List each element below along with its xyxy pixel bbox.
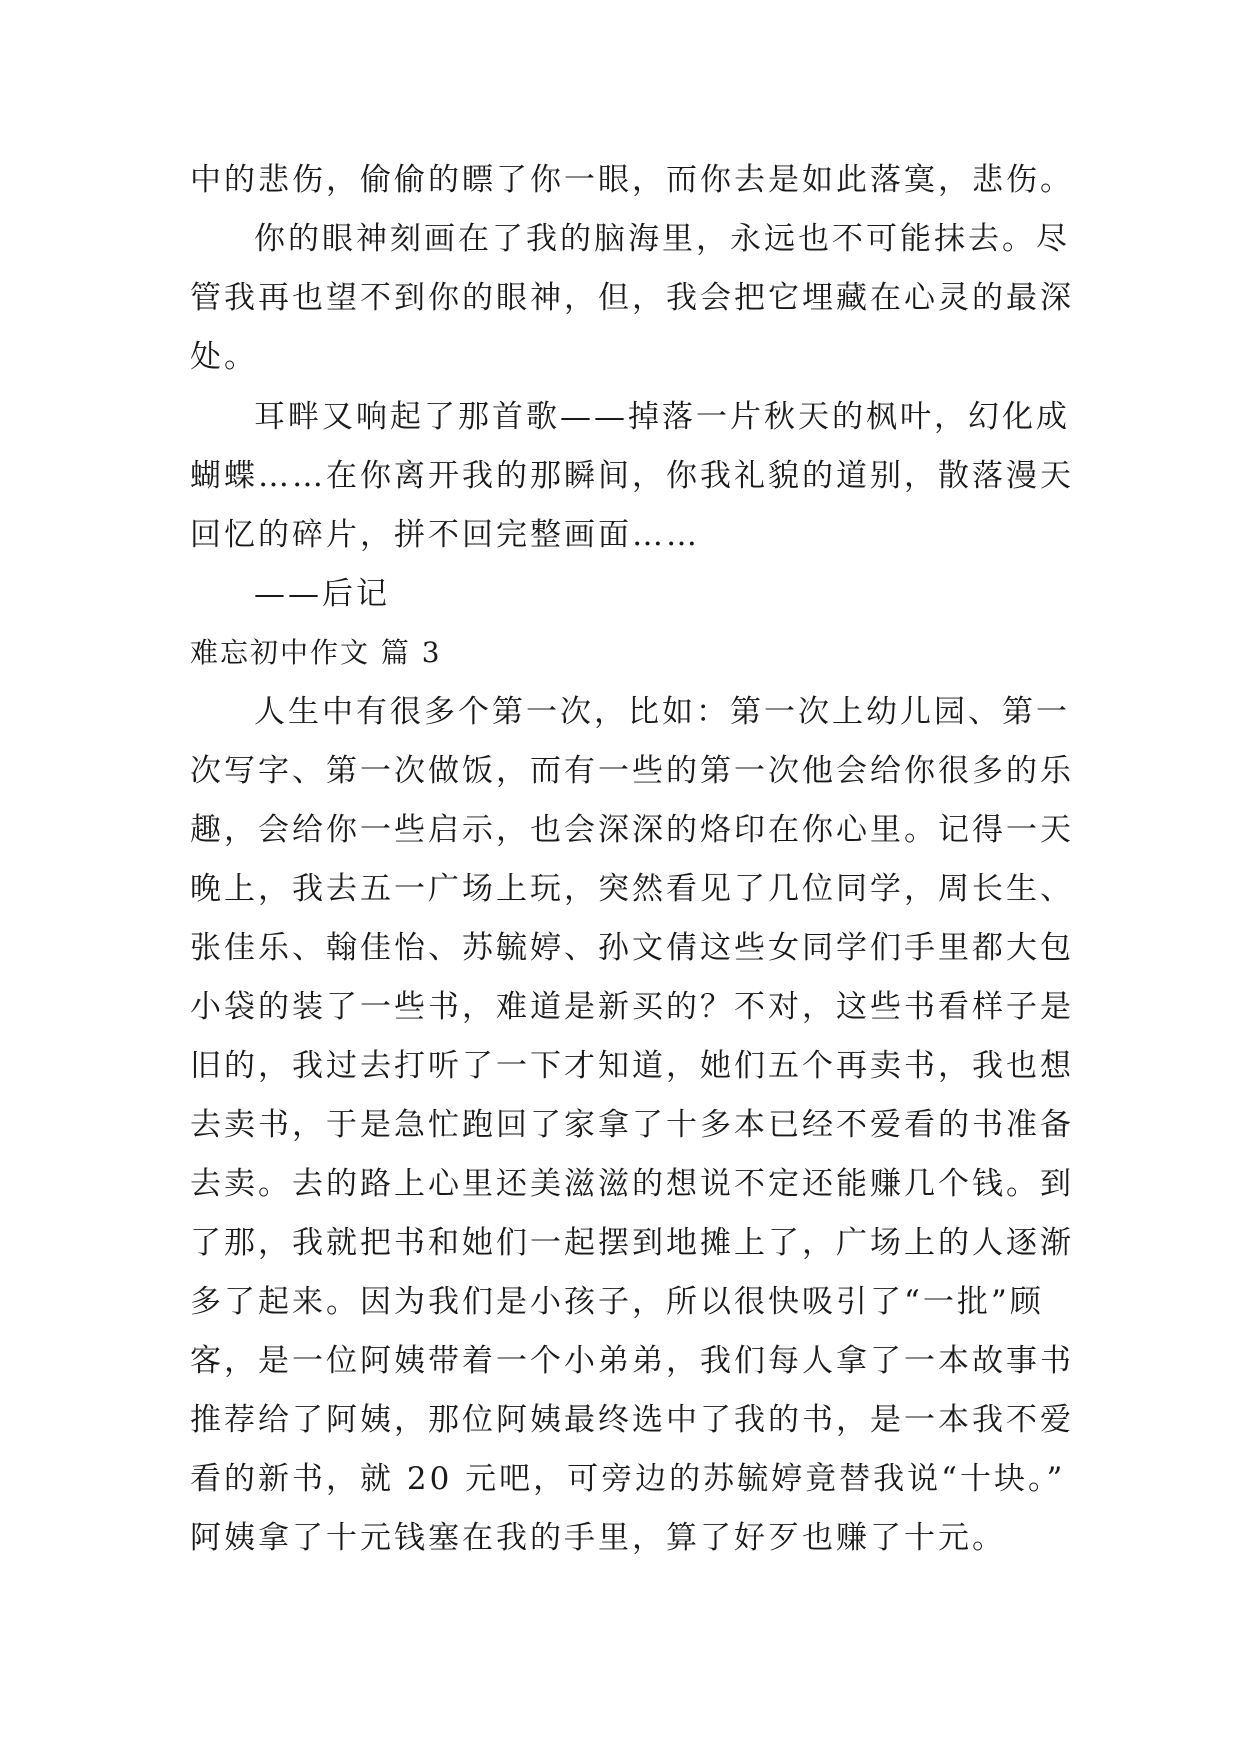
text-line: 晚上，我去五一广场上玩，突然看见了几位同学，周长生、 [190, 871, 1074, 907]
text-line: 客，是一位阿姨带着一个小弟弟，我们每人拿了一本故事书 [190, 1343, 1074, 1379]
text-line: 次写字、第一次做饭，而有一些的第一次他会给你很多的乐 [190, 753, 1074, 789]
afterword-line: ——后记 [254, 576, 390, 612]
text-line: 趣，会给你一些启示，也会深深的烙印在你心里。记得一天 [190, 812, 1074, 848]
text-line: 管我再也望不到你的眼神，但，我会把它埋藏在心灵的最深 [190, 280, 1074, 316]
text-line: 回忆的碎片，拼不回完整画面…… [190, 517, 700, 553]
text-line: 你的眼神刻画在了我的脑海里，永远也不可能抹去。尽 [254, 221, 1070, 257]
text-line: 处。 [190, 339, 258, 375]
text-line: 人生中有很多个第一次，比如：第一次上幼儿园、第一 [254, 694, 1070, 730]
text-line: 去卖书，于是急忙跑回了家拿了十多本已经不爱看的书准备 [190, 1107, 1074, 1143]
section-heading: 难忘初中作文 篇 3 [190, 636, 442, 669]
text-line: 小袋的装了一些书，难道是新买的？不对，这些书看样子是 [190, 989, 1074, 1025]
text-line: 阿姨拿了十元钱塞在我的手里，算了好歹也赚了十元。 [190, 1520, 1006, 1556]
text-line: 了那，我就把书和她们一起摆到地摊上了，广场上的人逐渐 [190, 1225, 1074, 1261]
text-line: 旧的，我过去打听了一下才知道，她们五个再卖书，我也想 [190, 1048, 1074, 1084]
text-line: 多了起来。因为我们是小孩子，所以很快吸引了“一批”顾 [190, 1284, 1044, 1320]
text-line: 蝴蝶……在你离开我的那瞬间，你我礼貌的道别，散落漫天 [190, 458, 1074, 494]
text-line: 看的新书，就 20 元吧，可旁边的苏毓婷竟替我说“十块。” [190, 1461, 1066, 1497]
text-line: 去卖。去的路上心里还美滋滋的想说不定还能赚几个钱。到 [190, 1166, 1074, 1202]
text-line: 中的悲伤，偷偷的瞟了你一眼，而你去是如此落寞，悲伤。 [190, 162, 1074, 198]
text-line: 推荐给了阿姨，那位阿姨最终选中了我的书，是一本我不爱 [190, 1402, 1074, 1438]
text-line: 张佳乐、翰佳怡、苏毓婷、孙文倩这些女同学们手里都大包 [190, 930, 1074, 966]
text-line: 耳畔又响起了那首歌——掉落一片秋天的枫叶，幻化成 [254, 399, 1070, 435]
